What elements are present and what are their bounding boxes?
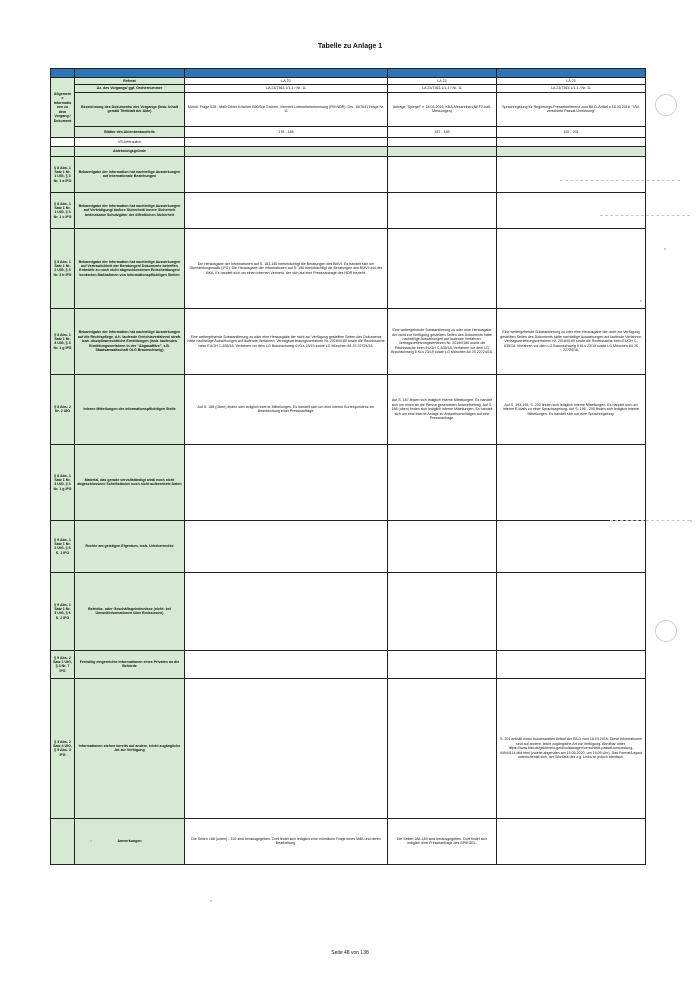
cell-col-3	[497, 650, 646, 678]
criterion: Bekanntgabe der Information hat nachteilige Auswirkungen auf die Rechtspflege, d.h. laufende Gerichtsverfahren/ strafr. bzw. disziplinarrechtliche Ermittlungen (insb. laufendes Ermittlungsverfahren in der "Abgasaffäre", z.B. Staatsanwaltschaft OLG Braunschweig)	[75, 308, 185, 374]
bezeichnung-cell-3: Sprachregelung für Regierungs-Pressekonferenz zum BILD-Artikel v.18.03.2016: "VW-verschiebt Passat-Umrüstung"	[497, 92, 646, 126]
punch-hole	[655, 620, 677, 642]
table-row	[51, 374, 646, 444]
cell-col-1: Auf S. 188 (Oben) finden sich lediglich interne Mitteilungen. Es handelt sich um eine interne Korrespondenz zur Beantwortung einer Presseanfrage.	[185, 374, 388, 444]
cell-col-2	[388, 156, 497, 192]
bezeichnung-label: Bezeichnung des Dokuments/ des Vorgangs (Insb. Inhalt gemäß Titelblatt der Akte)	[75, 92, 185, 126]
table-row	[51, 308, 646, 374]
criterion: Rechte am geistigen Eigentum, insb. Urheberrechte	[75, 520, 185, 572]
cell-col-2	[388, 444, 497, 520]
document-table	[50, 68, 646, 865]
criterion: Freiwillig eingereichte Informationen eines Privaten an die Behörde	[75, 650, 185, 678]
blaetter-cell-2: 187 - 189	[388, 126, 497, 137]
blaetter-cell-1: 178 - 186	[185, 126, 388, 137]
table-row	[51, 192, 646, 228]
table-row	[51, 650, 646, 678]
cell-col-3	[497, 192, 646, 228]
scan-artifact-line	[560, 180, 680, 181]
ablehnung-label: Ablehnungsgründe	[75, 146, 185, 156]
cell-col-2: Die Seiten 188-189 sind herausgegeben. Dort findet sich lediglich eine Presseanfrage des SPIEGEL.	[388, 818, 497, 864]
table-row	[51, 444, 646, 520]
allgemeine-label: Allgemeine Informationen zu dem Vorgang / Dokument	[51, 78, 75, 138]
cell-col-2	[388, 520, 497, 572]
referat-cell-2: LA 23	[388, 78, 497, 85]
cell-col-1	[185, 444, 388, 520]
legal-ref: § 3 Abs. 2 Satz 4 UIG, § 9 Abs. 3 IFG	[51, 678, 75, 818]
scan-speck	[210, 900, 212, 902]
cell-col-2	[388, 192, 497, 228]
table-row	[51, 818, 646, 864]
legal-ref: § 8 Abs. 1 Satz 1 Nr. 3 UIG, § 3 Nr. 1 g IFG	[51, 308, 75, 374]
criterion: Betriebs- oder Geschäftsgeheimnisse (nicht: bei Umweltinformationen über Emissionen)	[75, 572, 185, 650]
aktenzeichen-cell-2: LA 23/7363.1/1-1 / Nr. 11	[388, 85, 497, 92]
cell-col-3: S. 201 enthält einen bundesweiten Artikel der BILD vom 18.03.2016. Diese Informationen sind auf andere, leicht zugängliche Art zur Verfügung. Abrufbar unter: https://www.bild.de/geld/mein-geld/volkswagen/verschiebt-passat-umruestung-44944114.bild.html (zuletzt abgerufen am 15.05.2020, um 16:09 Uhr). Das Format/Layout unterscheidet sich, der Wortlaut des o.g. Links ist jedoch identisch.	[497, 678, 646, 818]
cell-col-1	[185, 520, 388, 572]
legal-ref: § 8 Abs. 1 Satz 1 Nr. 1 UIG, § 3 Nr. 1 a IFG	[51, 156, 75, 192]
criterion: Bekanntgabe der Information hat nachteilige Auswirkungen auf Verteidigung/ äußere Sicherheit/ innere Sicherheit bedeutsame Schutzgüter der öffentlichen Sicherheit	[75, 192, 185, 228]
cell-col-1	[185, 678, 388, 818]
aktenzeichen-row	[51, 85, 646, 92]
referat-label: Referat	[75, 78, 185, 85]
vs-row	[51, 137, 646, 146]
cell-col-2: Auf S. 187 finden sich lediglich interne Mitteilungen. Es handelt sich um einen an die Presse gesendeten Antwortbeitrag. Auf S. 188 (oben) finden sich lediglich interne Mitteilungen. Es handelt sich um eine interne Anlage zu Antwortvorschlägen auf eine Presseanfrage.	[388, 374, 497, 444]
scan-speck	[664, 248, 666, 250]
cell-col-1	[185, 192, 388, 228]
cell-col-1: Eine weitergehende Substantiierung zu oder eine Herausgabe der nicht zur Verfügung gestellten Seiten des Dokuments hätte nachteilige Auswirkungen auf laufende Verfahren: Vertragsverletzungsverfahren Nr. 2016/0180 sowie die Rechtssache beim EUGH C-635/18, Verfahren vor dem LG Braunschweig 6 KLs 23/19 sowie LG München 84 JS 22724/18.	[185, 308, 388, 374]
page-title: Tabelle zu Anlage 1	[317, 43, 383, 50]
cell-col-1	[185, 650, 388, 678]
legal-ref	[51, 818, 75, 864]
table-row	[51, 520, 646, 572]
scan-speck	[90, 840, 92, 842]
cell-col-1	[185, 156, 388, 192]
scan-artifact-line	[600, 215, 690, 216]
cell-col-3	[497, 818, 646, 864]
table-row	[51, 156, 646, 192]
ablehnung-row	[51, 146, 646, 156]
legal-ref: § 8 Abs. 1 Satz 1 Nr. 2 UIG, § 3 Nr. 3 b IFG	[51, 228, 75, 308]
cell-col-1	[185, 572, 388, 650]
referat-row	[51, 78, 646, 85]
legal-ref: § 9 Abs. 1 Satz 1 Nr. 3 UIG, § 6 S. 2 IFG	[51, 572, 75, 650]
cell-col-2: Eine weitergehende Substantiierung zu oder eine Herausgabe der nicht zur Verfügung gestellten Seiten des Dokuments hätte nachteilige Auswirkungen auf laufende Verfahren: Vertragsverletzungsverfahren Nr. 2016/0180 sowie die Rechtssache beim EUGH C-635/18, Verfahren vor dem LG Braunschweig 6 KLs 23/19 sowie LG München 84 JS 22724/18.	[388, 308, 497, 374]
scan-speck	[690, 520, 692, 522]
cell-col-3	[497, 572, 646, 650]
cell-col-2	[388, 650, 497, 678]
legal-ref: § 9 Abs. 2 Satz 1 UIG, § 3 Nr. 7 IFG	[51, 650, 75, 678]
blaetter-row	[51, 126, 646, 137]
referat-cell-3: LA 23	[497, 78, 646, 85]
table-row	[51, 678, 646, 818]
criterion: Anmerkungen	[75, 818, 185, 864]
punch-hole	[655, 94, 677, 116]
cell-col-3: Auf S. 193-195, S. 200 finden sich lediglich interne Mitteilungen. Es handelt sich um interne E-Mails zu einer Sprachregelung. Auf S. 196 - 200 finden sich lediglich interne Mitteilungen. Es handelt sich um eine Sprachregelung.	[497, 374, 646, 444]
legal-ref: § 8 Abs. 1 Satz 1 Nr. 1 UIG, § 3 Nr. 1 c IFG	[51, 192, 75, 228]
table-header-bar	[51, 69, 646, 78]
page-number: Seite 48 von 138	[331, 950, 369, 956]
cell-col-2	[388, 572, 497, 650]
table-row	[51, 228, 646, 308]
criterion: Bekanntgabe der Information hat nachteilige Auswirkungen auf internationale Beziehungen	[75, 156, 185, 192]
scan-artifact-line	[610, 520, 690, 521]
blaetter-label: Blätter des Aktenbestandteils	[75, 126, 185, 137]
aktenzeichen-cell-1: LA 23/7363.1/1-1 / Nr. 11	[185, 85, 388, 92]
blaetter-cell-3: 192 - 201	[497, 126, 646, 137]
legal-ref: § 9 Abs. 1 Satz 1 Nr. 2 UIG, § 6 S. 1 IFG	[51, 520, 75, 572]
bezeichnung-cell-2: Anfrage "Spiegel" v. 18.03.2016, KBA-Messreihen(NEFZ-kalt-Messungen)	[388, 92, 497, 126]
legal-ref: § 8 Abs. 2 Nr. 2 UIG	[51, 374, 75, 444]
legal-ref: § 8 Abs. 1 Satz 1 Nr. 3 UIG, § 3 Nr. 1 g IFG	[51, 444, 75, 520]
criterion: Bekanntgabe der Information hat nachteilige Auswirkungen auf Vertraulichkeit der Beratungen/ Dokumente betreffen Entwürfe zu noch nicht abgeschlossenen Entscheidungen/ konkreten Maßnahmen von informationspflichtigen Stellen	[75, 228, 185, 308]
bezeichnung-cell-1: Mündl. Frage 028 - MdB Oliver Krischer B90/Die Grünen, Vermerk Leitmerkelerkennung (PM NDR), Drs. 18/7641 Frage Nr. 11	[185, 92, 388, 126]
cell-col-1: Die Herausgabe der Informationen auf S. 183-185 beeinträchtigt die Beratungen des BMVI. Es handelt sich um Überlandungsmails (IFG). Die Herausgabe der Informationen auf S. 186 beeinträchtigt die Beratungen des BMVI und des BKA. Es handelt sich um einen internen Vermerk, der sich auf eine Presseanfrage des NDR bezieht.	[185, 228, 388, 308]
aktenzeichen-label: Az. des Vorgangs/ ggf. Ordnernummer	[75, 85, 185, 92]
criterion: Informationen stehen bereits auf andere, leicht zugängliche Art zur Verfügung	[75, 678, 185, 818]
cell-col-3	[497, 228, 646, 308]
criterion: Interne Mitteilungen der informationspflichtigen Stelle	[75, 374, 185, 444]
referat-cell-1: LA 23	[185, 78, 388, 85]
aktenzeichen-cell-3: LA 23/7363.1/1-1 / Nr. 11	[497, 85, 646, 92]
cell-col-3	[497, 520, 646, 572]
criterion: Material, das gerade vervollständigt wird/ noch nicht abgeschlossene Schriftstücke/ noch nicht aufbereitete Daten	[75, 444, 185, 520]
cell-col-2	[388, 678, 497, 818]
bezeichnung-row	[51, 92, 646, 126]
vs-label: VS-Vertraulich	[75, 137, 185, 146]
table-row	[51, 572, 646, 650]
cell-col-2	[388, 228, 497, 308]
scan-speck	[640, 300, 642, 302]
cell-col-3	[497, 444, 646, 520]
cell-col-3	[497, 156, 646, 192]
cell-col-3: Eine weitergehende Substantiierung zu oder eine Herausgabe der nicht zur Verfügung gestellten Seiten des Dokuments hätte nachteilige Auswirkungen auf laufende Verfahren: Vertragsverletzungsverfahren Nr. 2016/0180 sowie die Rechtssache beim EUGH C-635/18, Verfahren vor dem LG Braunschweig 6 KLs 23/19 sowie LG München 84 JS 22724/18.	[497, 308, 646, 374]
cell-col-1: Die Seiten 188 (unten) - 192 sind herausgegeben. Dort findet sich lediglich eine mündliche Frage eines MdB und deren Bearbeitung.	[185, 818, 388, 864]
